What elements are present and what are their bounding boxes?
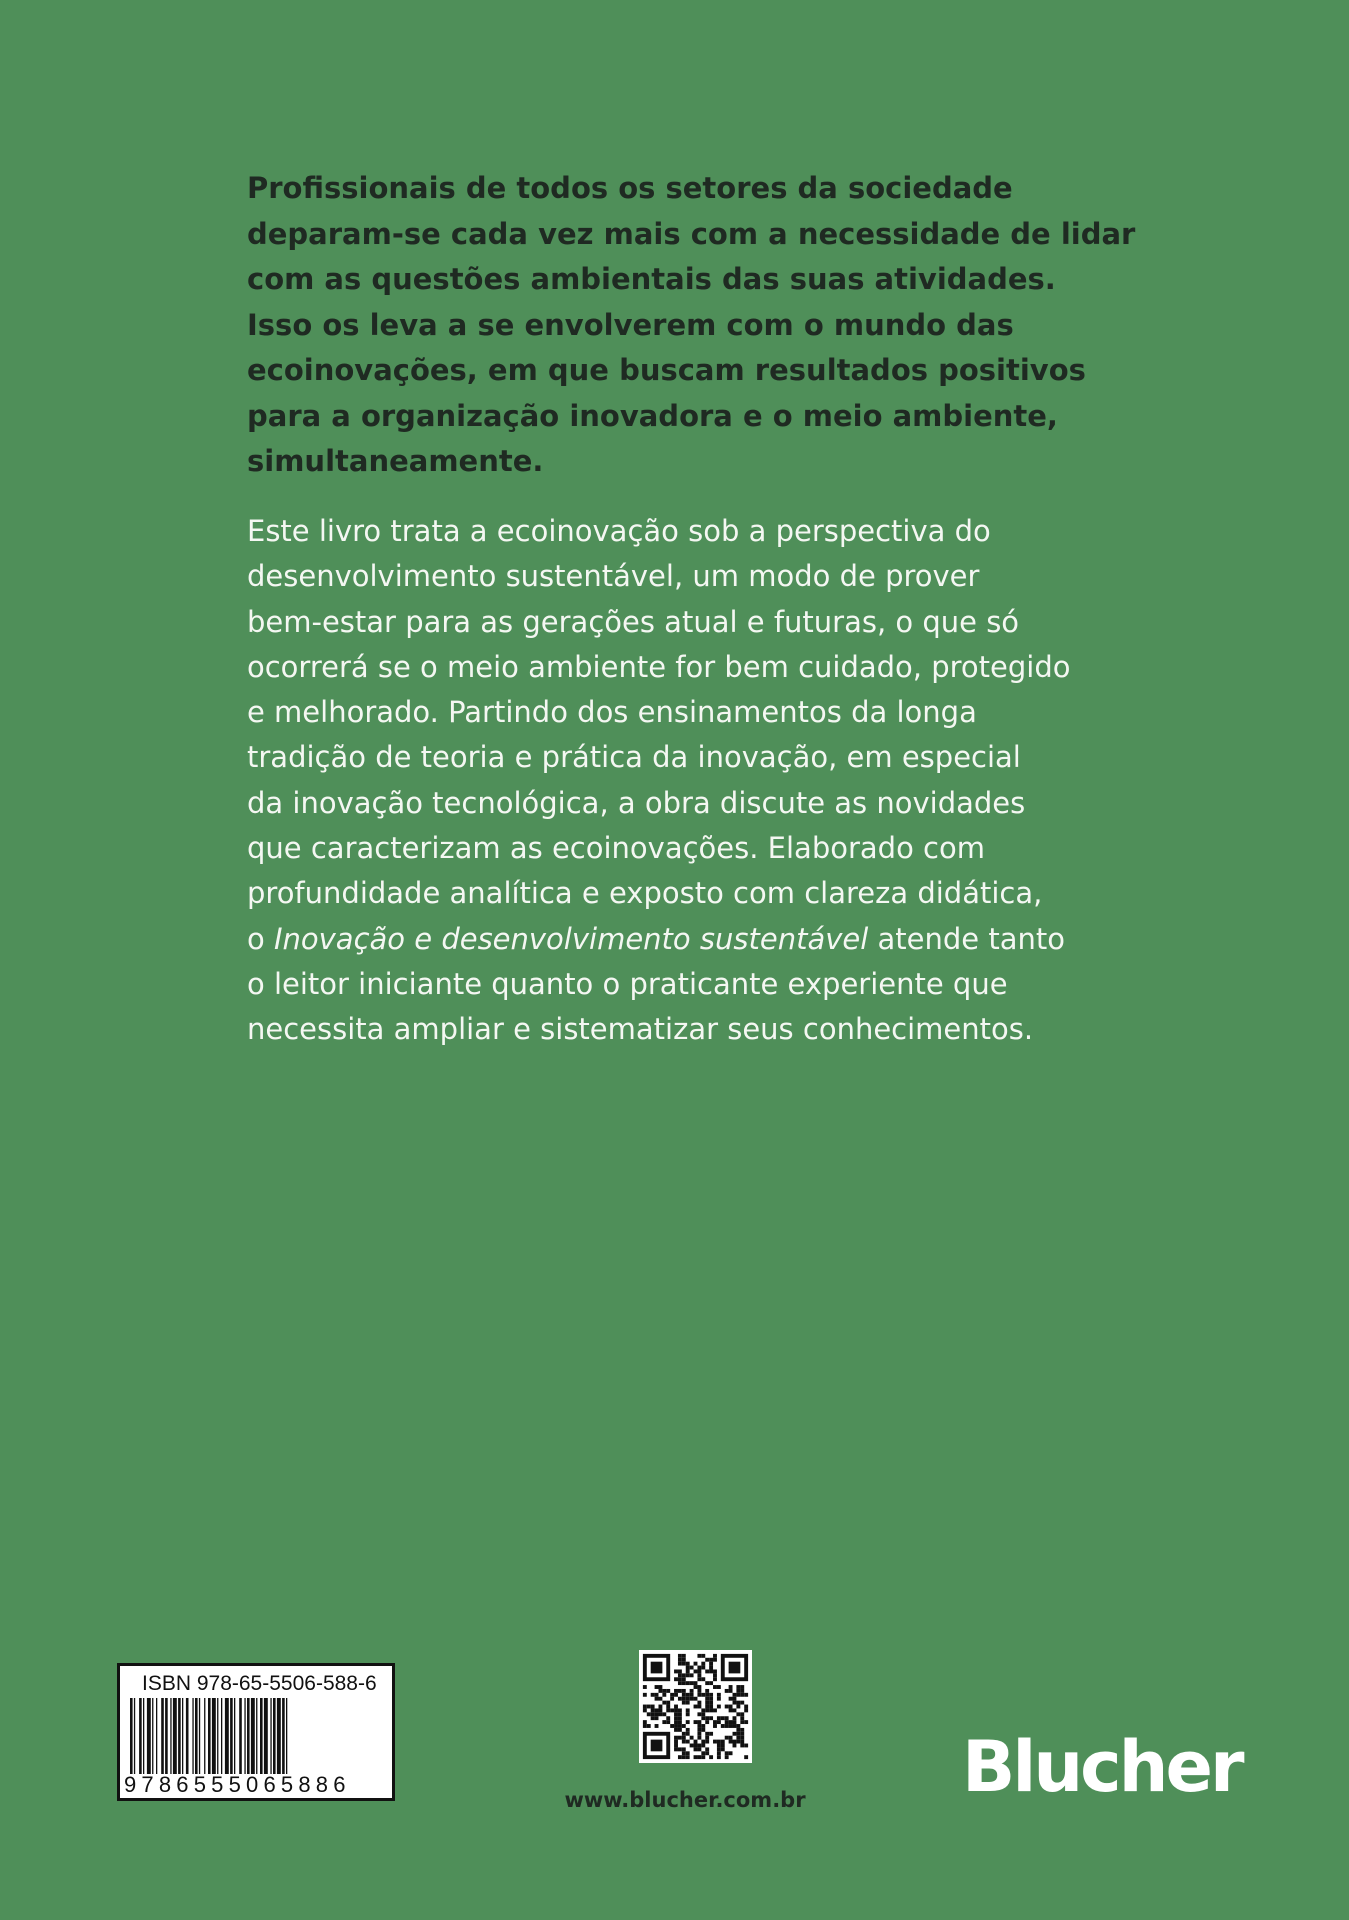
website-link[interactable]: www.blucher.com.br — [564, 1788, 806, 1812]
intro-line: Profissionais de todos os setores da sociedade — [247, 171, 1013, 205]
body-line: profundidade analítica e exposto com clareza didática, — [247, 876, 1043, 911]
publisher-logo: Blucher — [962, 1726, 1242, 1808]
body-line: bem-estar para as gerações atual e futuras, o que só — [247, 604, 1020, 639]
barcode-bars — [128, 1698, 386, 1774]
barcode-digits: 9786555065886 — [124, 1772, 351, 1797]
intro-line: simultaneamente. — [247, 444, 544, 478]
book-title: Inovação e desenvolvimento sustentável — [273, 921, 869, 956]
body-line: ocorrerá se o meio ambiente for bem cuidado, protegido — [247, 649, 1071, 684]
isbn-label: ISBN 978-65-5506-588-6 — [142, 1672, 377, 1695]
body-line-with-title — [247, 917, 1107, 962]
intro-line: Isso os leva a se envolverem com o mundo das — [247, 307, 1014, 342]
intro-line: para a organização inovadora e o meio ambiente, — [247, 398, 1058, 433]
intro-line: deparam-se cada vez mais com a necessidade de lidar — [247, 216, 1136, 251]
body-line-prefix: o — [247, 921, 274, 956]
isbn-barcode — [117, 1663, 395, 1801]
body-line: necessita ampliar e sistematizar seus conhecimentos. — [247, 1012, 1034, 1047]
intro-paragraph — [247, 166, 1136, 485]
intro-line: ecoinovações, em que buscam resultados positivos — [247, 353, 1086, 387]
qr-code-icon — [639, 1650, 752, 1763]
body-line: que caracterizam as ecoinovações. Elaborado com — [247, 831, 985, 866]
body-line: desenvolvimento sustentável, um modo de prover — [247, 559, 980, 594]
body-line: o leitor iniciante quanto o praticante experiente que — [247, 966, 1008, 1001]
body-line: Este livro trata a ecoinovação sob a perspectiva do — [247, 514, 991, 548]
body-line: tradição de teoria e prática da inovação, em especial — [247, 740, 1021, 775]
body-line: da inovação tecnológica, a obra discute as novidades — [247, 785, 1026, 820]
body-line-suffix: atende tanto — [868, 921, 1065, 956]
intro-line: com as questões ambientais das suas atividades. — [247, 262, 1056, 296]
body-line: e melhorado. Partindo dos ensinamentos da longa — [247, 695, 977, 730]
description-paragraph — [247, 509, 1107, 1053]
